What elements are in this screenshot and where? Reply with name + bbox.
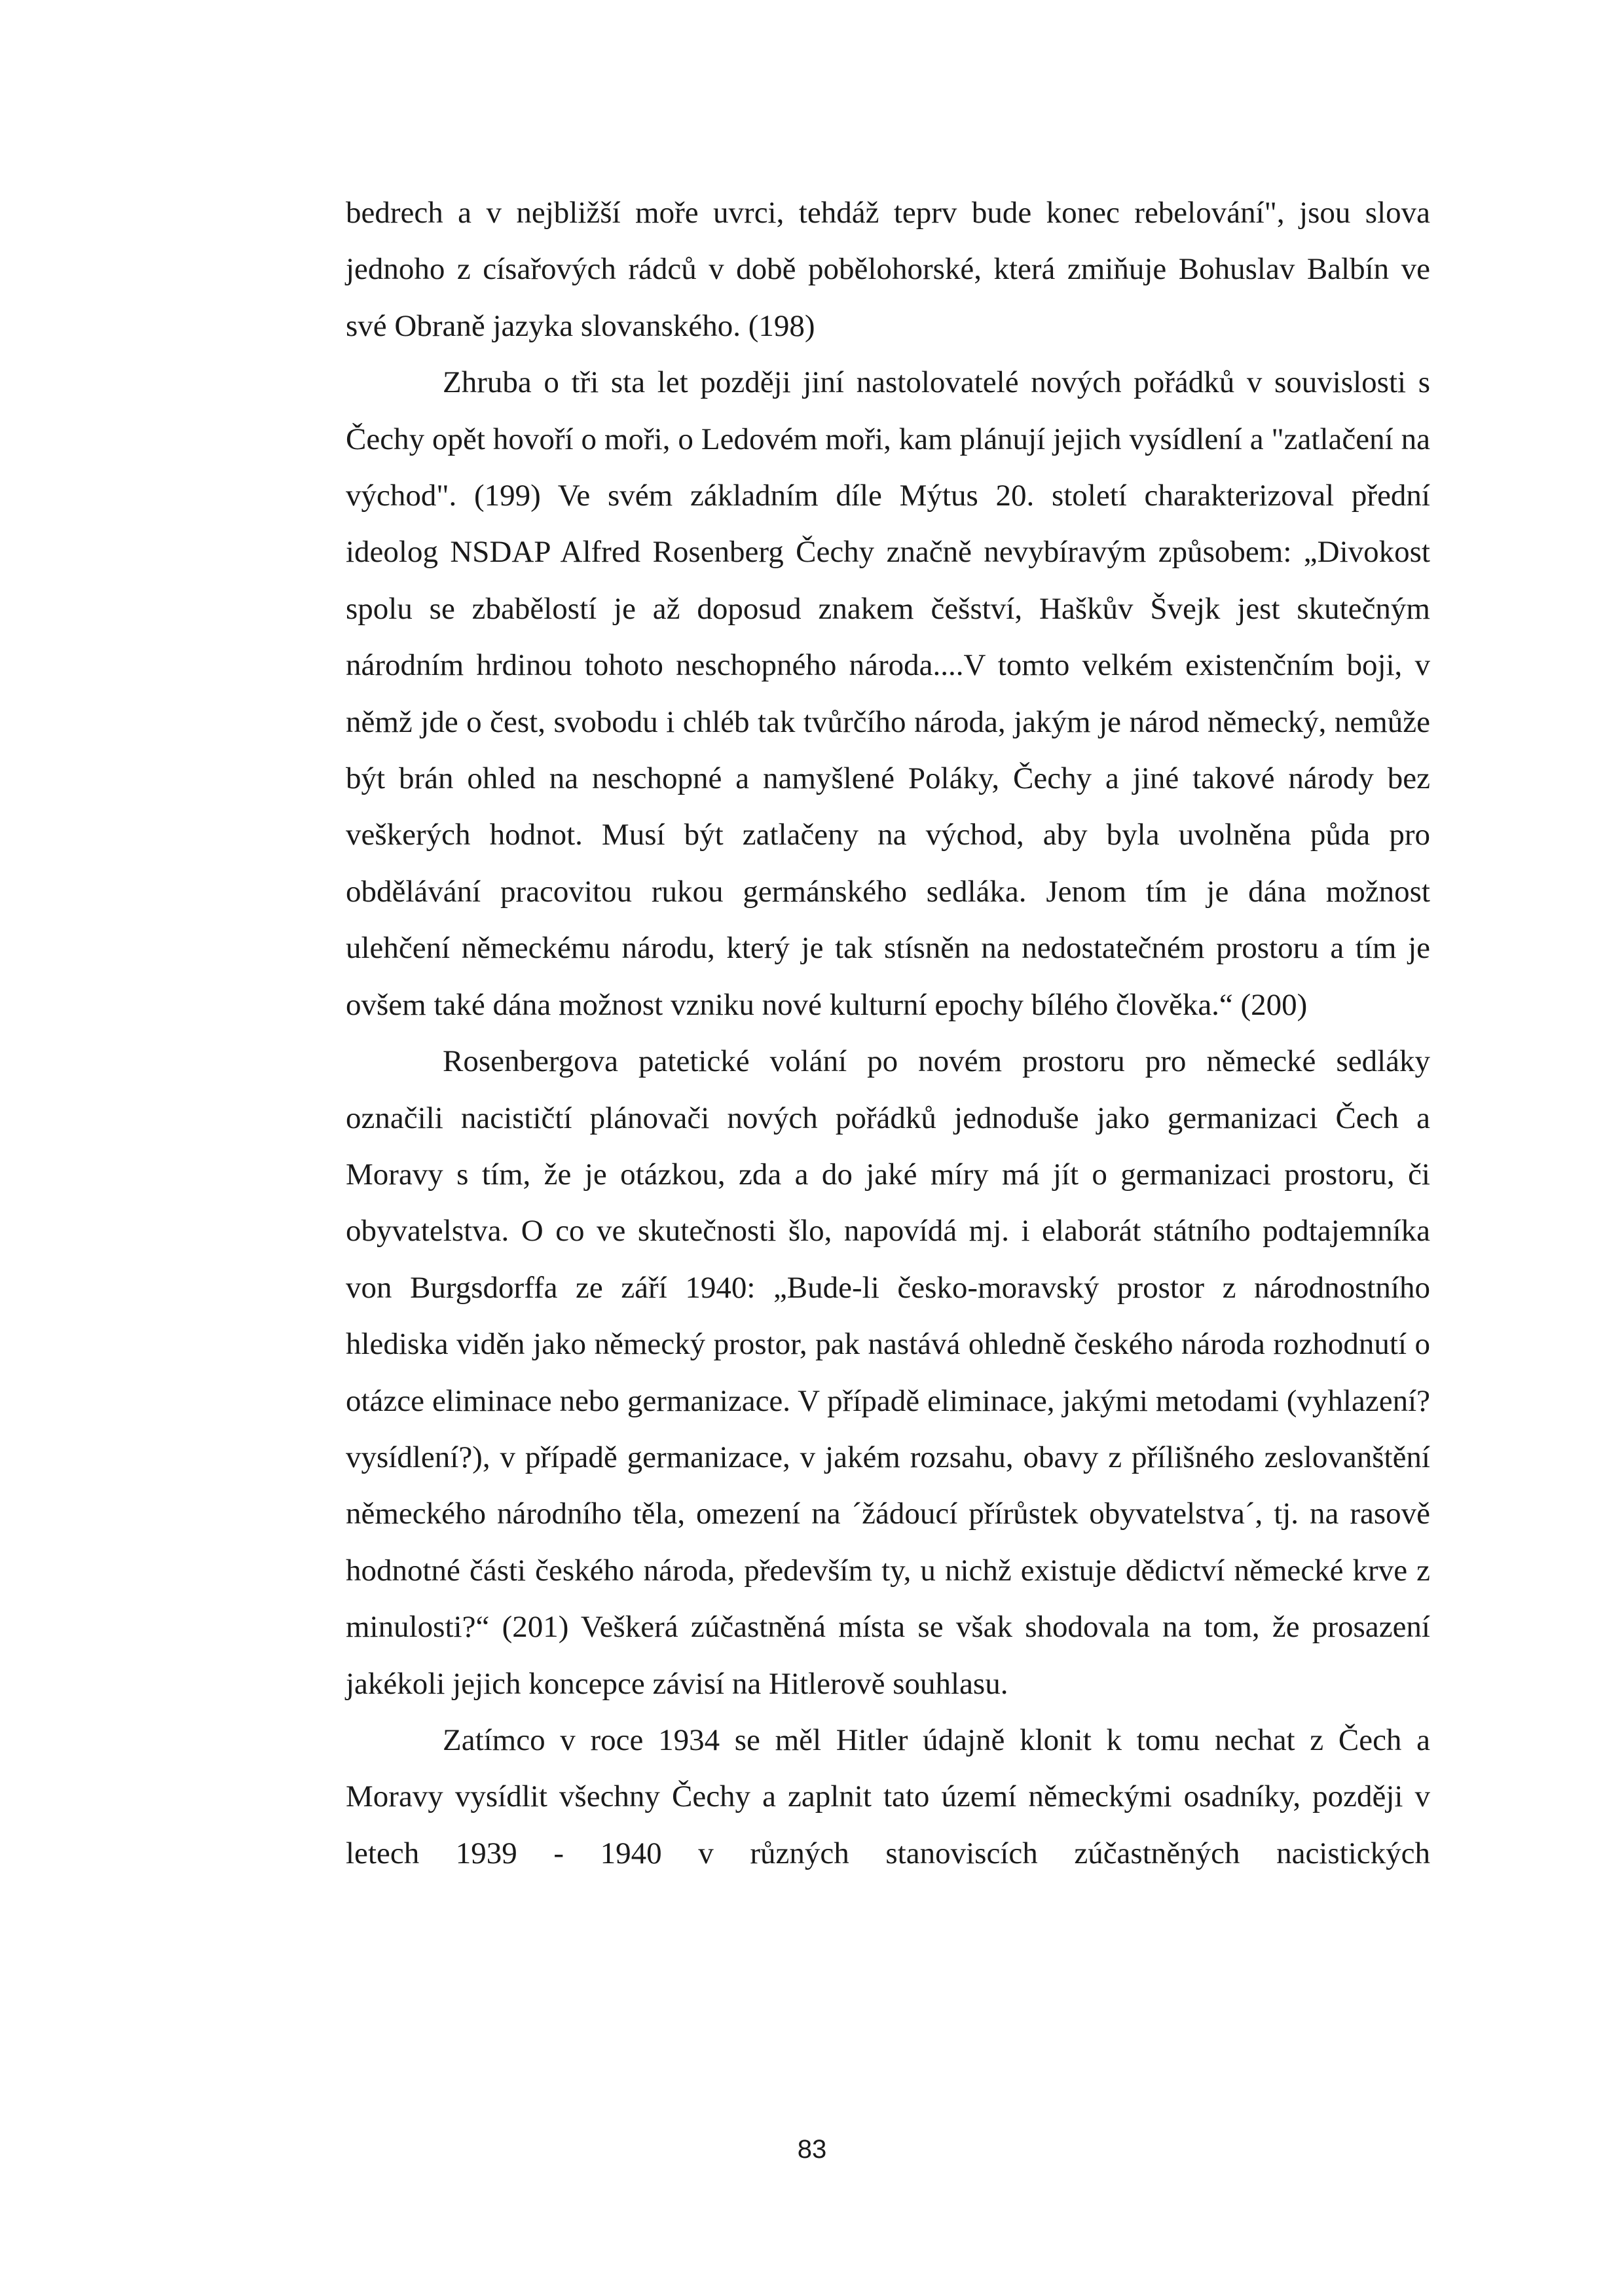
- paragraph-rosenberg: Zhruba o tři sta let později jiní nastolovatelé nových pořádků v souvislosti s Čechy opět hovoří o moři, o Ledovém moři, kam plánují jejich vysídlení a "zatlačení na východ". (199) Ve svém základním díle Mýtus 20. století charakterizoval přední ideolog NSDAP Alfred Rosenberg Čechy značně nevybíravým způsobem: „Divokost spolu se zbabělostí je až doposud znakem češství, Haškův Švejk jest skutečným národním hrdinou tohoto neschopného národa....V tomto velkém existenčním boji, v němž jde o čest, svobodu i chléb tak tvůrčího národa, jakým je národ německý, nemůže být brán ohled na neschopné a namyšlené Poláky, Čechy a jiné takové národy bez veškerých hodnot. Musí být zatlačeny na východ, aby byla uvolněna půda pro obdělávání pracovitou rukou germánského sedláka. Jenom tím je dána možnost ulehčení německému národu, který je tak stísněn na nedostatečném prostoru a tím je ovšem také dána možnost vzniku nové kulturní epochy bílého člověka.“ (200): [346, 365, 1430, 1022]
- paragraph-hitler: Zatímco v roce 1934 se měl Hitler údajně klonit k tomu nechat z Čech a Moravy vysídlit všechny Čechy a zaplnit tato území německými osadníky, později v letech 1939 - 1940 v různých stanoviscích zúčastněných nacistických: [346, 1722, 1430, 1870]
- body-text: [346, 185, 1430, 1882]
- paragraph-germanization: Rosenbergova patetické volání po novém prostoru pro německé sedláky označili nacističtí plánovači nových pořádků jednoduše jako germanizaci Čech a Moravy s tím, že je otázkou, zda a do jaké míry má jít o germanizaci prostoru, či obyvatelstva. O co ve skutečnosti šlo, napovídá mj. i elaborát státního podtajemníka von Burgsdorffa ze září 1940: „Bude-li česko-moravský prostor z národnostního hlediska viděn jako německý prostor, pak nastává ohledně českého národa rozhodnutí o otázce eliminace nebo germanizace. V případě eliminace, jakými metodami (vyhlazení? vysídlení?), v případě germanizace, v jakém rozsahu, obavy z přílišného zeslovanštění německého národního těla, omezení na ´žádoucí přírůstek obyvatelstva´, tj. na rasově hodnotné části českého národa, především ty, u nichž existuje dědictví německé krve z minulosti?“ (201) Veškerá zúčastněná místa se však shodovala na tom, že prosazení jakékoli jejich koncepce závisí na Hitlerově souhlasu.: [346, 1044, 1430, 1701]
- page-number: 83: [797, 2135, 827, 2164]
- paragraph-balbin-quote: bedrech a v nejbližší moře uvrci, tehdáž teprv bude konec rebelování", jsou slova jednoho z císařových rádců v době pobělohorské, která zmiňuje Bohuslav Balbín ve své Obraně jazyka slovanského. (198): [346, 196, 1430, 343]
